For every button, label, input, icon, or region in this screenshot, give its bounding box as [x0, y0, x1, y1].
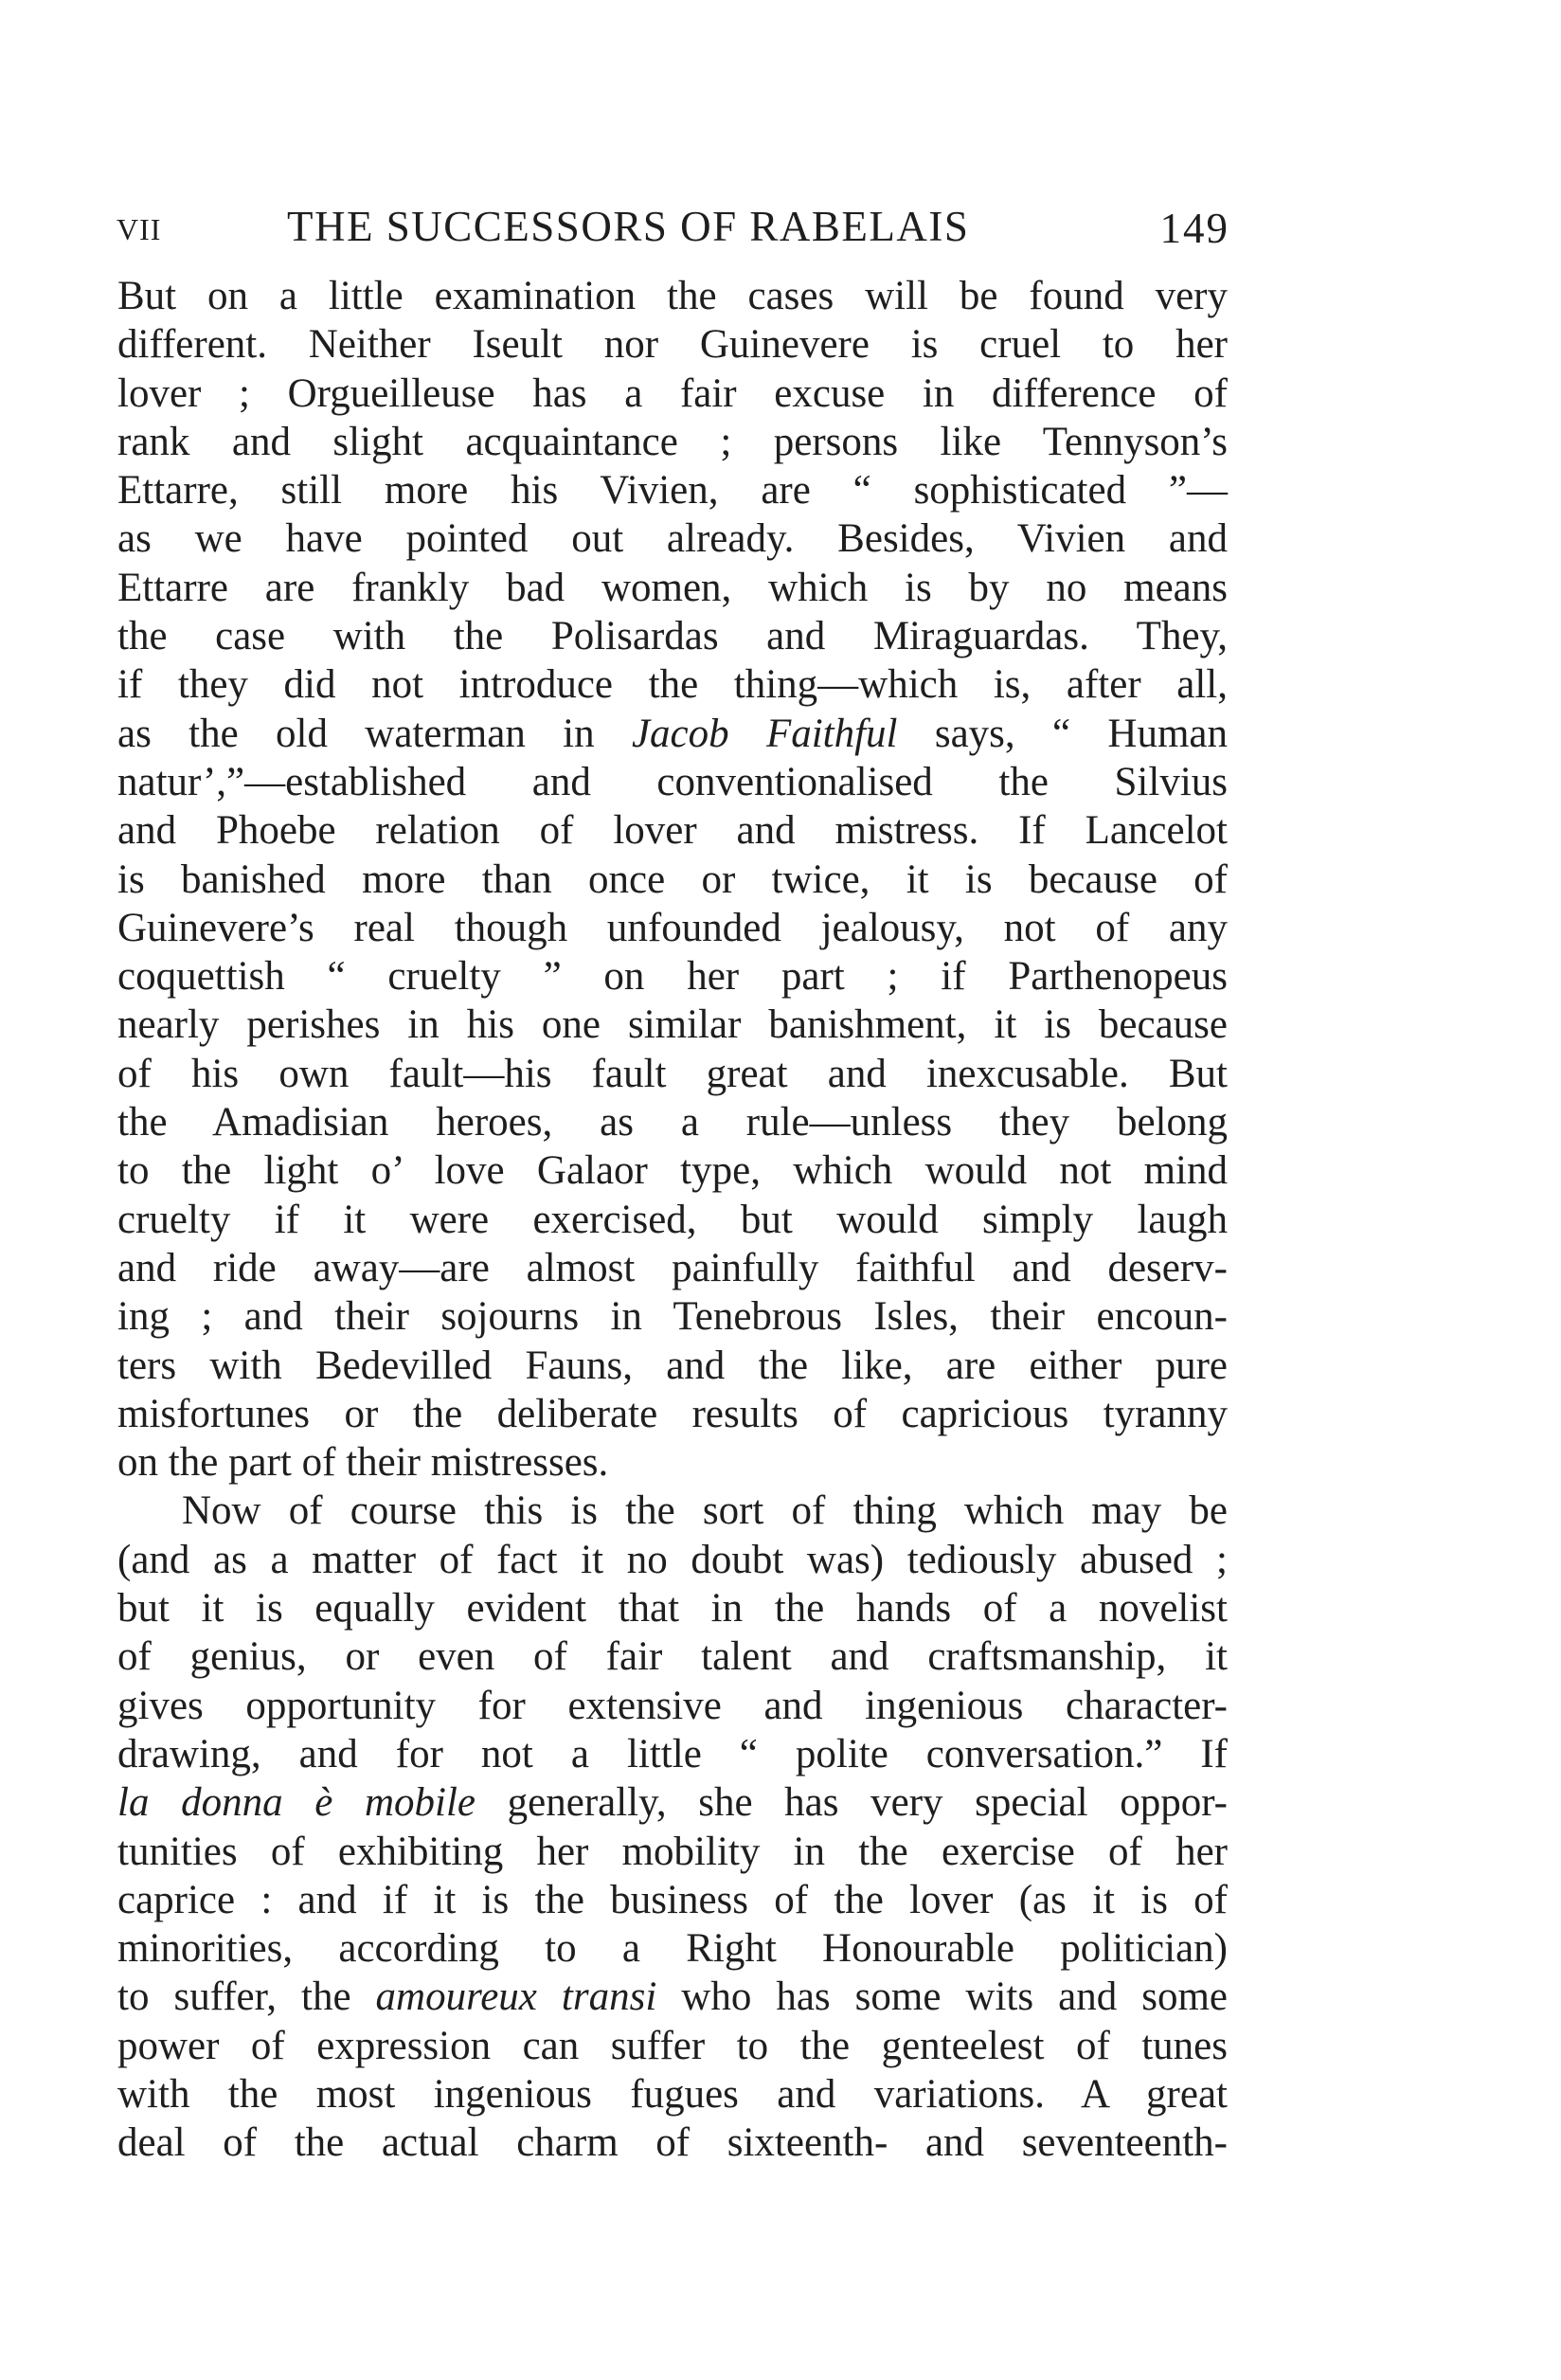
text-line: as we have pointed out already. Besides, Vivien and [117, 516, 1228, 562]
text-line: deal of the actual charm of sixteenth- and seventeenth- [117, 2120, 1228, 2166]
text-line: is banished more than once or twice, it is because of [117, 856, 1228, 902]
text-line: gives opportunity for extensive and ingenious character- [117, 1683, 1228, 1728]
text-line: different. Neither Iseult nor Guinevere is cruel to her [117, 322, 1228, 368]
text-line: Ettarre are frankly bad women, which is by no means [117, 565, 1228, 610]
text-run: says, “ Human [897, 711, 1228, 756]
text-line: Ettarre, still more his Vivien, are “ sophisticated ”— [117, 468, 1228, 514]
text-line: power of expression can suffer to the genteelest of tunes [117, 2023, 1228, 2068]
text-line: of his own fault—his fault great and inexcusable. But [117, 1051, 1228, 1096]
chapter-number: VII [117, 212, 162, 246]
text-line: but it is equally evident that in the hands of a novelist [117, 1586, 1228, 1632]
text-line: drawing, and for not a little “ polite conversation.” If [117, 1731, 1228, 1776]
text-line: nearly perishes in his one similar banishment, it is because [117, 1002, 1228, 1048]
text-line: caprice : and if it is the business of the lover (as it is of [117, 1877, 1228, 1922]
text-run: as the old waterman in [117, 711, 632, 756]
text-line: ing ; and their sojourns in Tenebrous Isles, their encoun- [117, 1294, 1228, 1340]
text-line: minorities, according to a Right Honourable politician) [117, 1926, 1228, 1972]
text-line: cruelty if it were exercised, but would simply laugh [117, 1197, 1228, 1242]
italic-phrase: la donna è mobile [117, 1780, 475, 1826]
text-run: generally, she has very special oppor- [475, 1780, 1228, 1826]
text-run: who has some wits and some [656, 1974, 1228, 2020]
text-line: natur’,”—established and conventionalised the Silvius [117, 759, 1228, 804]
text-line: coquettish “ cruelty ” on her part ; if Parthenopeus [117, 954, 1228, 1000]
text-line: if they did not introduce the thing—which is, after all, [117, 662, 1228, 708]
text-line: and Phoebe relation of lover and mistress. If Lancelot [117, 808, 1228, 854]
paragraph-start-line: Now of course this is the sort of thing which may be [182, 1488, 1228, 1534]
text-line: rank and slight acquaintance ; persons like Tennyson’s [117, 419, 1228, 464]
text-line: the case with the Polisardas and Miraguardas. They, [117, 614, 1228, 659]
text-line [117, 710, 1228, 758]
text-line [117, 1778, 1228, 1827]
text-line: of genius, or even of fair talent and craftsmanship, it [117, 1634, 1228, 1680]
text-line: misfortunes or the deliberate results of capricious tyranny [117, 1391, 1228, 1436]
running-header [117, 197, 1229, 256]
text-run: to suffer, the [117, 1974, 376, 2020]
text-line: with the most ingenious fugues and variations. A great [117, 2071, 1228, 2117]
page-number: 149 [1159, 205, 1229, 252]
text-line: But on a little examination the cases will be found very [117, 274, 1228, 318]
text-line: Guinevere’s real though unfounded jealousy, not of any [117, 905, 1228, 950]
body-text [117, 272, 1228, 2168]
text-line: ters with Bedevilled Fauns, and the like, are either pure [117, 1343, 1228, 1388]
text-line: (and as a matter of fact it no doubt was) tediously abused ; [117, 1537, 1228, 1582]
text-line: to the light o’ love Galaor type, which would not mind [117, 1148, 1228, 1194]
text-line: and ride away—are almost painfully faithful and deserv- [117, 1245, 1228, 1290]
text-line [117, 1973, 1228, 2021]
italic-phrase: amoureux transi [375, 1974, 657, 2020]
text-line: the Amadisian heroes, as a rule—unless they belong [117, 1100, 1228, 1145]
running-title: THE SUCCESSORS OF RABELAIS [287, 203, 970, 250]
paragraph-end-line: on the part of their mistresses. [117, 1440, 609, 1486]
text-line: tunities of exhibiting her mobility in the exercise of her [117, 1829, 1228, 1874]
text-line: lover ; Orgueilleuse has a fair excuse in difference of [117, 370, 1228, 416]
italic-title: Jacob Faithful [631, 711, 898, 756]
